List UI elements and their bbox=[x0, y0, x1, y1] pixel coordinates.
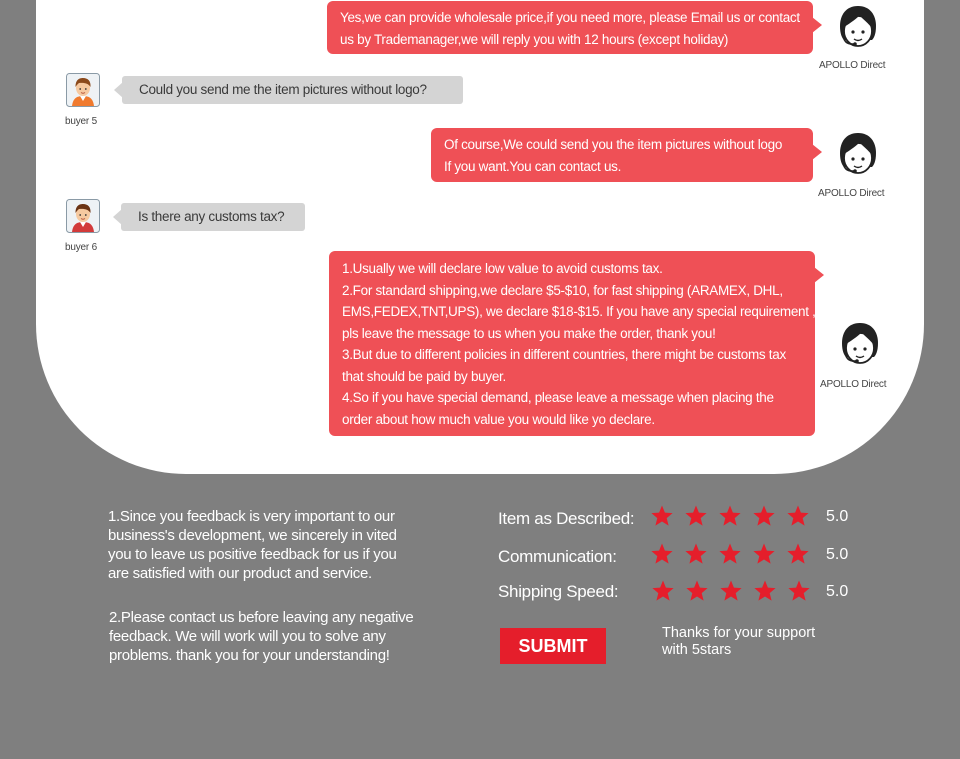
sender-name: APOLLO Direct bbox=[818, 188, 885, 199]
message-line: If you want.You can contact us. bbox=[444, 158, 622, 174]
star-icon[interactable] bbox=[684, 543, 708, 565]
star-rating[interactable] bbox=[650, 543, 810, 565]
buyer-bubble: Is there any customs tax? bbox=[121, 203, 305, 231]
sender-name: buyer 5 bbox=[65, 116, 97, 127]
star-icon[interactable] bbox=[719, 580, 743, 602]
rating-value: 5.0 bbox=[826, 546, 849, 563]
headset-agent-icon bbox=[836, 320, 884, 370]
message-line: 4.So if you have special demand, please leave a message when placing the bbox=[342, 390, 774, 405]
note-line: you to leave us positive feedback for us if you bbox=[108, 546, 397, 563]
star-icon[interactable] bbox=[752, 543, 776, 565]
message-line: Yes,we can provide wholesale price,if you need more, please Email us or contact bbox=[340, 10, 800, 25]
star-icon[interactable] bbox=[786, 505, 810, 527]
agent-bubble bbox=[329, 251, 815, 436]
message-line: Of course,We could send you the item pictures without logo bbox=[444, 137, 783, 152]
note-line: business's development, we sincerely in vited bbox=[108, 527, 397, 544]
note-line: are satisfied with our product and service. bbox=[108, 565, 372, 582]
star-icon[interactable] bbox=[787, 580, 811, 602]
note-line: feedback. We will work will you to solve any bbox=[109, 628, 386, 645]
message-line: 2.For standard shipping,we declare $5-$10, for fast shipping (ARAMEX, DHL, bbox=[342, 282, 783, 298]
rating-label: Shipping Speed: bbox=[498, 582, 619, 601]
star-icon[interactable] bbox=[718, 505, 742, 527]
message-line: us by Trademanager,we will reply you with 12 hours (except holiday) bbox=[340, 31, 729, 47]
star-icon[interactable] bbox=[786, 543, 810, 565]
sender-name: buyer 6 bbox=[65, 242, 97, 253]
message-line: pls leave the message to us when you make the order, thank you! bbox=[342, 325, 716, 341]
rating-value: 5.0 bbox=[826, 508, 849, 525]
note-line: 2.Please contact us before leaving any negative bbox=[109, 609, 414, 626]
star-icon[interactable] bbox=[650, 543, 674, 565]
sender-name: APOLLO Direct bbox=[819, 60, 886, 71]
star-icon[interactable] bbox=[651, 580, 675, 602]
star-icon[interactable] bbox=[752, 505, 776, 527]
headset-agent-icon bbox=[834, 3, 882, 53]
headset-agent-icon bbox=[834, 130, 882, 180]
agent-bubble bbox=[327, 1, 813, 54]
star-icon[interactable] bbox=[718, 543, 742, 565]
submit-button[interactable]: SUBMIT bbox=[500, 628, 606, 664]
star-icon[interactable] bbox=[684, 505, 708, 527]
star-rating[interactable] bbox=[650, 505, 810, 527]
rating-value: 5.0 bbox=[826, 583, 849, 600]
star-icon[interactable] bbox=[685, 580, 709, 602]
message-line: that should be paid by buyer. bbox=[342, 368, 506, 384]
thanks-message bbox=[662, 625, 815, 659]
buyer-avatar-icon bbox=[66, 73, 100, 107]
sender-name: APOLLO Direct bbox=[820, 379, 887, 390]
star-icon[interactable] bbox=[753, 580, 777, 602]
message-line: 3.But due to different policies in different countries, there might be customs tax bbox=[342, 347, 786, 362]
message-line: EMS,FEDEX,TNT,UPS), we declare $18-$15. If you have any special requirement , bbox=[342, 304, 816, 319]
buyer-avatar-icon bbox=[66, 199, 100, 233]
rating-label: Item as Described: bbox=[498, 509, 635, 528]
thanks-line: with 5stars bbox=[662, 642, 732, 658]
feedback-note-negative bbox=[109, 608, 413, 665]
buyer-bubble: Could you send me the item pictures without logo? bbox=[122, 76, 463, 104]
note-line: 1.Since you feedback is very important to our bbox=[108, 508, 395, 525]
message-line: order about how much value you would like yo declare. bbox=[342, 411, 655, 427]
star-icon[interactable] bbox=[650, 505, 674, 527]
note-line: problems. thank you for your understanding! bbox=[109, 647, 390, 664]
star-rating[interactable] bbox=[651, 580, 811, 602]
thanks-line: Thanks for your support bbox=[662, 625, 816, 641]
rating-label: Communication: bbox=[498, 547, 617, 566]
feedback-note-positive bbox=[108, 507, 397, 583]
agent-bubble bbox=[431, 128, 813, 182]
message-line: 1.Usually we will declare low value to avoid customs tax. bbox=[342, 261, 663, 276]
